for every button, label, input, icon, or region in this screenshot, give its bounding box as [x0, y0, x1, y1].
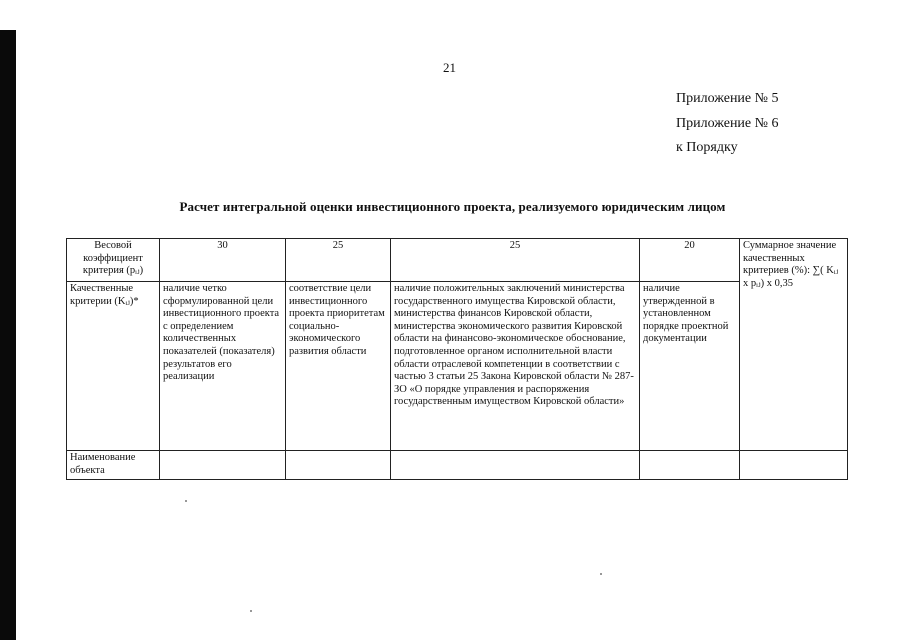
criterion-cell-2: соответствие цели инвестиционного проекта приоритетам социально-экономического развития области [286, 282, 391, 451]
criterion-cell-3: наличие положительных заключений министерства государственного имущества Кировской области, министерства финансов Кировской области, министерства экономического развития Кировской области на финансово-экономическое обоснование, подготовленное органом исполнительной власти области отраслевой компетенции в соответствии с частью 3 статьи 25 Закона Кировской области № 287-ЗО «О порядке управления и распоряжения государственным имуществом Кировской области» [391, 282, 640, 451]
object-cell-summary [740, 451, 848, 480]
criterion-cell-4: наличие утвержденной в установленном порядке проектной документации [640, 282, 740, 451]
weight-cell-4: 20 [640, 239, 740, 282]
object-cell-2 [286, 451, 391, 480]
page-number: 21 [443, 60, 456, 75]
object-cell-3 [391, 451, 640, 480]
weight-row [67, 239, 848, 282]
weight-cell-2: 25 [286, 239, 391, 282]
criteria-row-label: Качественные критерии (Kᵢⱼ)* [67, 282, 160, 451]
weight-cell-3: 25 [391, 239, 640, 282]
scan-speck [250, 610, 252, 612]
weight-row-label: Весовой коэффициент критерия (pᵢⱼ) [67, 239, 160, 282]
appendix-line-3: к Порядку [676, 140, 738, 155]
object-row-label: Наименование объекта [67, 451, 160, 480]
evaluation-table [66, 238, 848, 480]
criterion-cell-1: наличие четко сформулированной цели инвестиционного проекта с определением количественных показателей (показателя) результатов его реализации [160, 282, 286, 451]
scan-speck [185, 500, 187, 502]
document-title: Расчет интегральной оценки инвестиционного проекта, реализуемого юридическим лицом [179, 199, 726, 214]
scan-edge [0, 30, 16, 640]
weight-cell-1: 30 [160, 239, 286, 282]
object-cell-4 [640, 451, 740, 480]
appendix-line-1: Приложение № 5 [676, 91, 779, 106]
scan-speck [600, 573, 602, 575]
criteria-row [67, 282, 848, 451]
summary-header-cell: Суммарное значение качественных критериев (%): ∑( Kᵢⱼ x pᵢⱼ) x 0,35 [740, 239, 848, 451]
object-row [67, 451, 848, 480]
object-cell-1 [160, 451, 286, 480]
appendix-line-2: Приложение № 6 [676, 116, 779, 131]
